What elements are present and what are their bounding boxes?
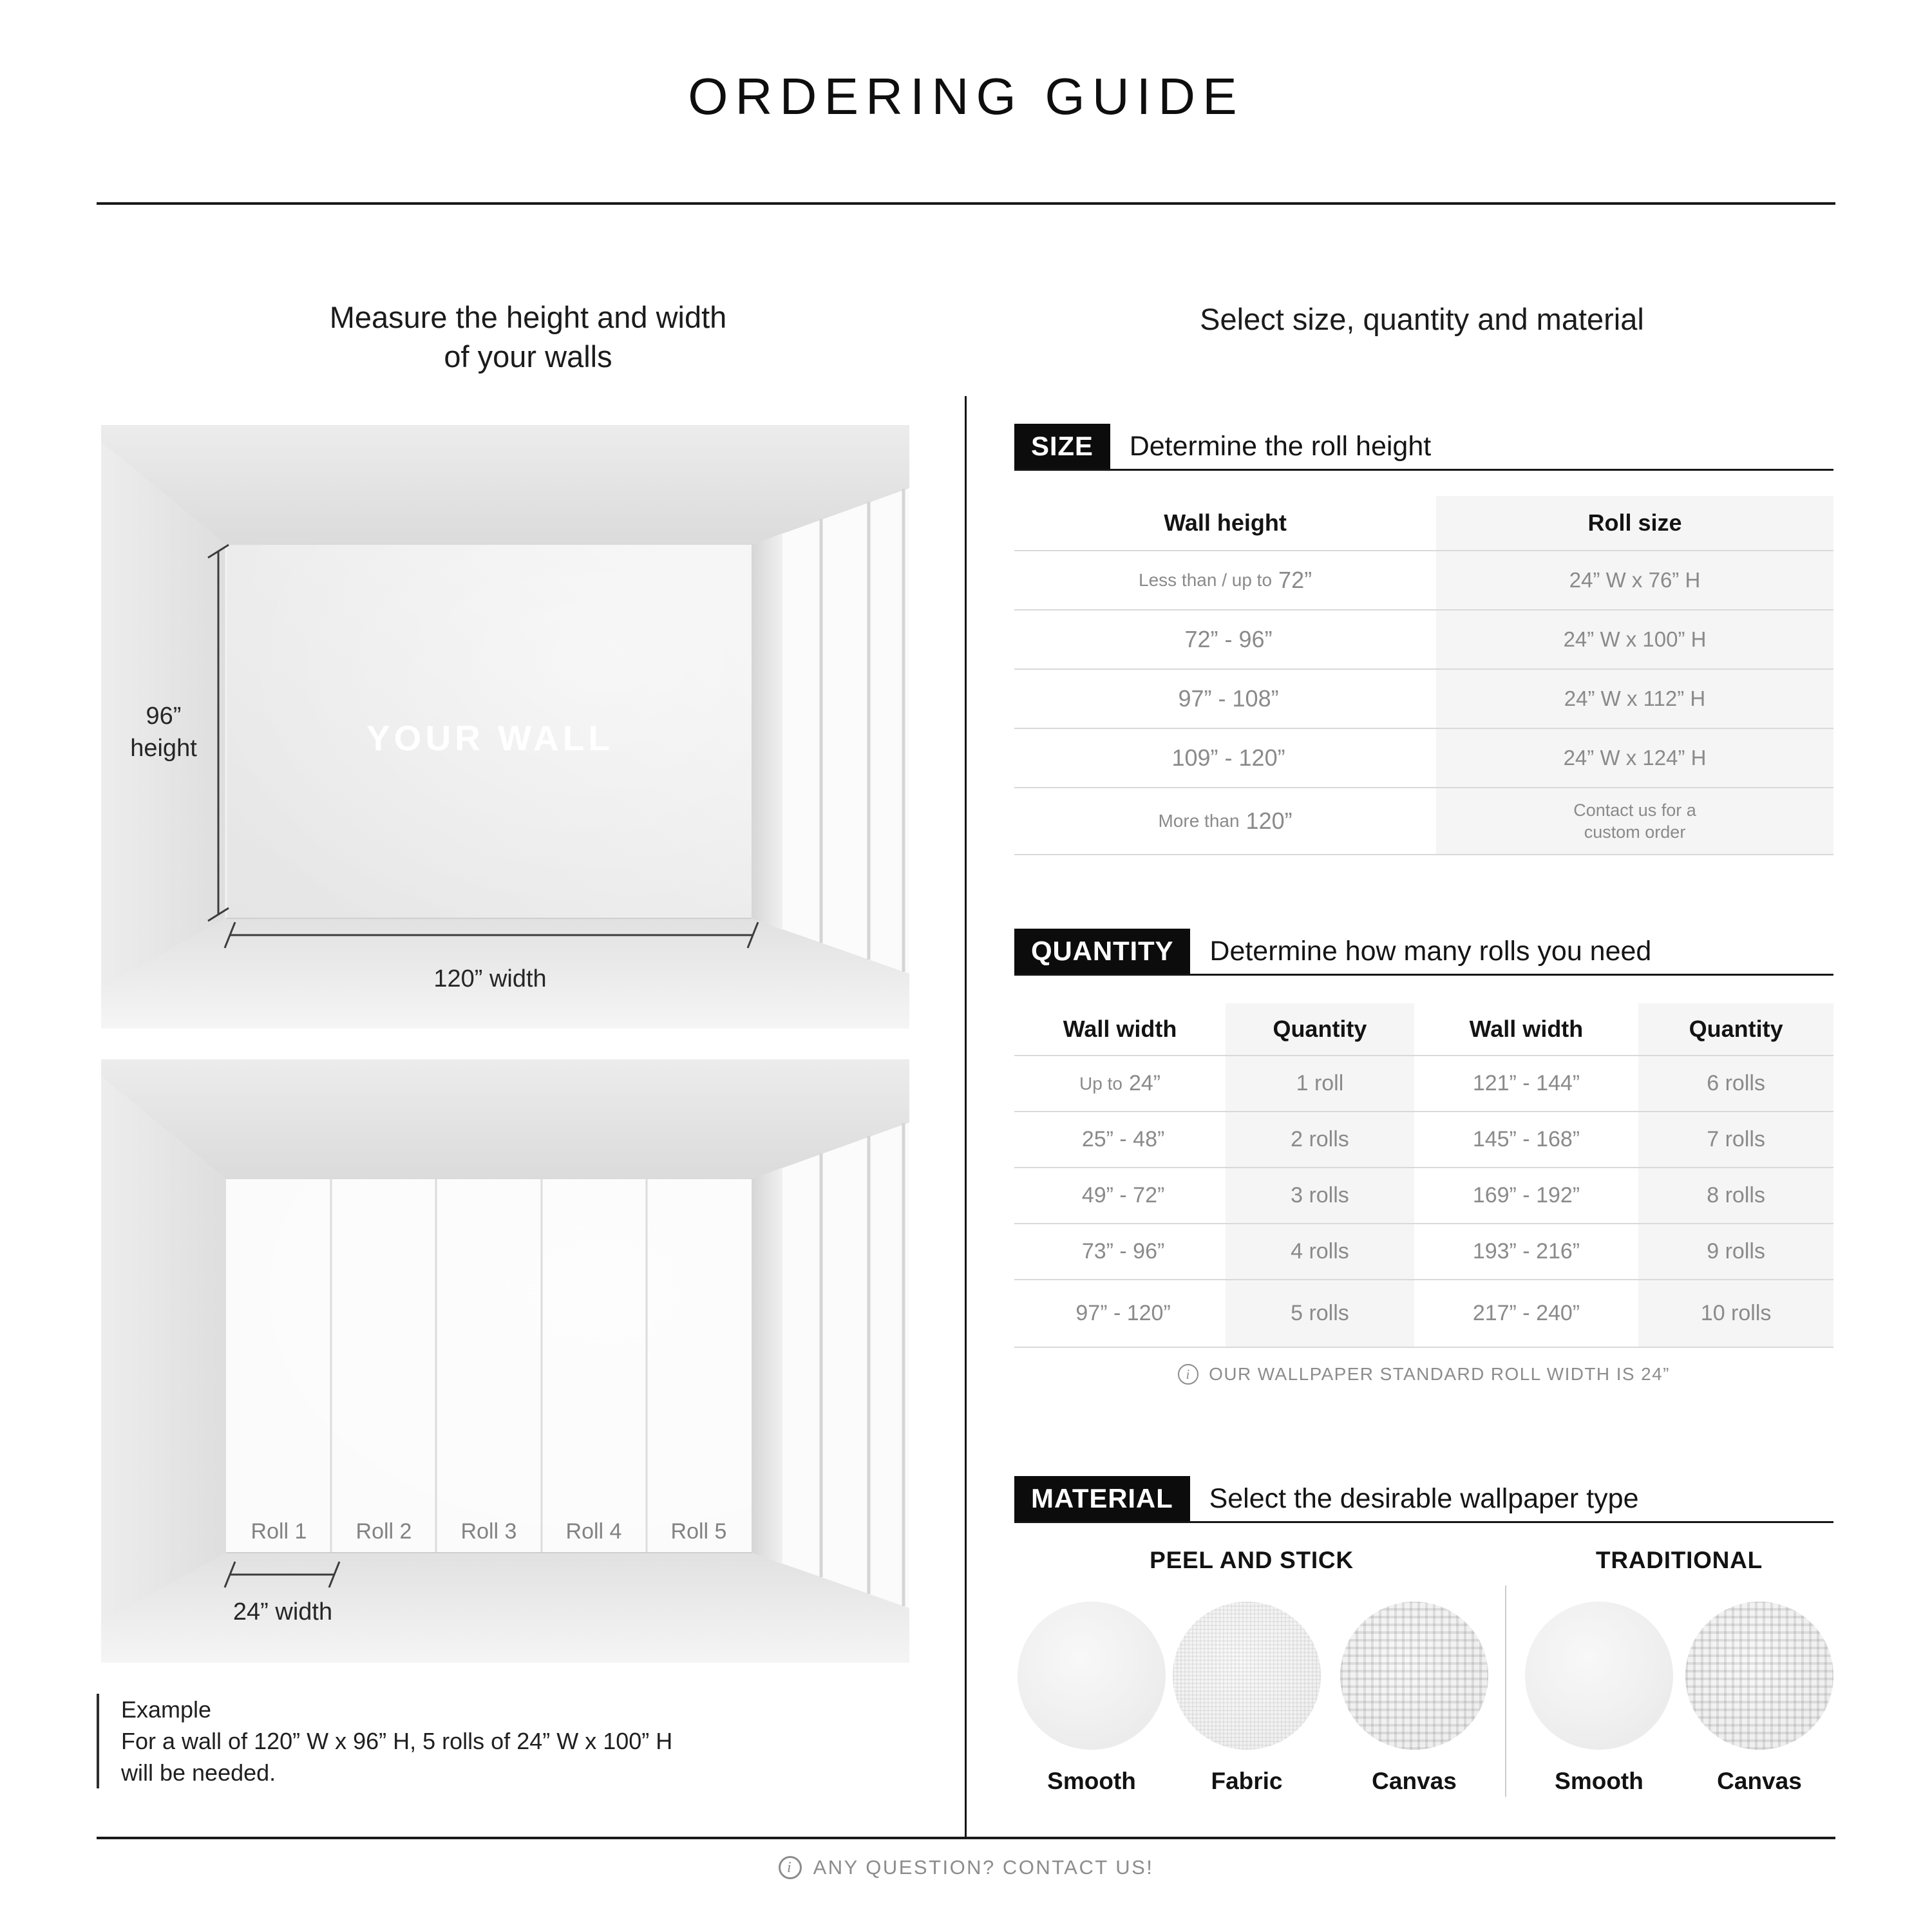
size-table-row — [1014, 728, 1833, 787]
example-note — [97, 1694, 939, 1788]
wall-width-value: 25” - 48” — [1081, 1127, 1165, 1151]
wall-height-cell — [1014, 729, 1436, 787]
swatch-label: Fabric — [1211, 1768, 1283, 1794]
wall-width-cell: 217” - 240” — [1472, 1301, 1580, 1325]
quantity-section-header — [1014, 929, 1833, 976]
example-heading: Example — [121, 1696, 212, 1723]
quantity-cell: 6 rolls — [1638, 1056, 1833, 1111]
swatch-traditional-canvas — [1685, 1602, 1833, 1795]
quantity-table-row — [1014, 1279, 1833, 1347]
quantity-cell: 9 rolls — [1638, 1224, 1833, 1279]
swatch-peel-canvas — [1340, 1602, 1488, 1795]
column-divider-line — [965, 396, 967, 1837]
size-table — [1014, 496, 1833, 855]
size-table-row — [1014, 787, 1833, 854]
wall-width-cell: 193” - 216” — [1472, 1239, 1580, 1264]
canvas-texture-swatch — [1340, 1602, 1488, 1750]
wall-width-header-1: Wall width — [1063, 1016, 1177, 1042]
ceiling — [101, 425, 909, 545]
smooth-texture-swatch — [1525, 1602, 1673, 1750]
traditional-heading: TRADITIONAL — [1596, 1547, 1763, 1573]
wall-width-cell: 121” - 144” — [1472, 1071, 1580, 1095]
quantity-table-row — [1014, 1167, 1833, 1223]
roll-width-note-text: OUR WALLPAPER STANDARD ROLL WIDTH IS 24” — [1209, 1364, 1670, 1384]
left-column-heading — [122, 298, 934, 376]
quantity-cell: 4 rolls — [1226, 1224, 1414, 1279]
info-icon: i — [1178, 1364, 1198, 1385]
floor — [101, 1553, 909, 1663]
size-table-row — [1014, 668, 1833, 728]
wall-width-cell — [1014, 1112, 1226, 1167]
wall-width-prefix: Up to — [1079, 1073, 1122, 1094]
quantity-table-row — [1014, 1223, 1833, 1279]
swatch-traditional-smooth — [1525, 1602, 1673, 1795]
wall-light — [226, 1179, 752, 1553]
quantity-cell: 7 rolls — [1638, 1112, 1833, 1167]
material-group-divider — [1505, 1586, 1506, 1797]
quantity-table-row — [1014, 1055, 1833, 1111]
wall-width-cell — [1014, 1056, 1226, 1111]
quantity-cell: 5 rolls — [1226, 1280, 1414, 1347]
canvas-texture-swatch — [1685, 1602, 1833, 1750]
roll-width-note — [1014, 1364, 1833, 1385]
wall-height-cell — [1014, 551, 1436, 609]
room-illustration-your-wall — [101, 425, 909, 1028]
width-label: 120” width — [433, 965, 547, 992]
roll-width-label: 24” width — [232, 1598, 333, 1625]
fabric-texture-swatch — [1173, 1602, 1321, 1750]
roll-2-label: Roll 2 — [355, 1519, 412, 1544]
wall-width-cell: 145” - 168” — [1472, 1127, 1580, 1151]
quantity-badge: QUANTITY — [1014, 929, 1190, 974]
swatch-label: Canvas — [1372, 1768, 1457, 1794]
wall-width-cell — [1014, 1280, 1226, 1347]
quantity-table — [1014, 1003, 1833, 1348]
page-title: ORDERING GUIDE — [688, 68, 1244, 125]
swatch-label: Smooth — [1555, 1768, 1643, 1794]
roll-size-cell: 24” W x 76” H — [1436, 551, 1833, 609]
wall-width-value: 97” - 120” — [1075, 1301, 1171, 1325]
roll-size-header: Roll size — [1436, 496, 1833, 550]
smooth-texture-swatch — [1018, 1602, 1166, 1750]
roll-3-label: Roll 3 — [460, 1519, 517, 1544]
height-value-label: 96” — [146, 703, 182, 730]
right-column-heading: Select size, quantity and material — [1200, 302, 1644, 336]
wall-height-cell — [1014, 788, 1436, 854]
wall-height-header: Wall height — [1164, 509, 1287, 536]
material-section-title: Select the desirable wallpaper type — [1209, 1482, 1639, 1514]
roll-size-cell — [1436, 788, 1833, 854]
bottom-divider-line — [97, 1837, 1835, 1839]
top-divider-line — [97, 202, 1835, 205]
quantity-cell: 1 roll — [1226, 1056, 1414, 1111]
wall-height-cell — [1014, 670, 1436, 728]
quantity-table-row — [1014, 1111, 1833, 1167]
size-badge: SIZE — [1014, 424, 1110, 469]
info-icon: i — [779, 1856, 802, 1879]
your-wall-label: YOUR WALL — [366, 718, 614, 758]
wall-height-prefix: Less than / up to — [1139, 570, 1273, 590]
quantity-cell: 2 rolls — [1226, 1112, 1414, 1167]
wall-width-value: 73” - 96” — [1081, 1239, 1165, 1264]
left-heading-line2: of your walls — [444, 339, 612, 374]
wall-width-cell: 169” - 192” — [1472, 1183, 1580, 1208]
peel-and-stick-heading: PEEL AND STICK — [1150, 1547, 1354, 1573]
size-table-row — [1014, 550, 1833, 609]
footer-contact — [0, 1856, 1932, 1879]
size-section-header — [1014, 424, 1833, 471]
swatch-label: Smooth — [1047, 1768, 1136, 1794]
roll-5-label: Roll 5 — [670, 1519, 727, 1544]
quantity-header-1: Quantity — [1226, 1003, 1414, 1055]
wall-height-value: 97” - 108” — [1178, 685, 1279, 712]
footer-contact-text: ANY QUESTION? CONTACT US! — [813, 1856, 1154, 1879]
quantity-section-title: Determine how many rolls you need — [1209, 935, 1652, 967]
wall-height-prefix: More than — [1158, 811, 1240, 831]
height-word-label: height — [130, 735, 197, 762]
wall-height-value: 72” - 96” — [1184, 626, 1273, 652]
size-table-header-row — [1014, 496, 1833, 550]
swatch-label: Canvas — [1717, 1768, 1802, 1794]
roll-size-cell: 24” W x 112” H — [1436, 670, 1833, 728]
quantity-cell: 3 rolls — [1226, 1168, 1414, 1223]
room-illustration-rolls — [101, 1059, 909, 1663]
quantity-cell: 10 rolls — [1638, 1280, 1833, 1347]
roll-1-label: Roll 1 — [251, 1519, 307, 1544]
swatch-peel-smooth — [1018, 1602, 1166, 1795]
size-table-row — [1014, 609, 1833, 668]
swatch-peel-fabric — [1173, 1602, 1321, 1795]
wall-width-value: 49” - 72” — [1081, 1183, 1165, 1208]
example-line2: will be needed. — [121, 1759, 276, 1786]
roll-size-cell: 24” W x 124” H — [1436, 729, 1833, 787]
custom-order-line1: Contact us for a — [1573, 800, 1696, 820]
wall-width-cell — [1014, 1224, 1226, 1279]
quantity-table-header-row — [1014, 1003, 1833, 1055]
size-section-title: Determine the roll height — [1129, 430, 1432, 462]
ceiling — [101, 1059, 909, 1179]
window-pillar — [752, 1168, 782, 1564]
wall-width-value: 24” — [1128, 1071, 1161, 1095]
wall-height-value: 120” — [1245, 808, 1293, 834]
material-section-header — [1014, 1476, 1833, 1523]
wall-width-cell — [1014, 1168, 1226, 1223]
wall-height-value: 109” - 120” — [1171, 744, 1285, 771]
roll-size-cell: 24” W x 100” H — [1436, 611, 1833, 668]
quantity-cell: 8 rolls — [1638, 1168, 1833, 1223]
quantity-header-2: Quantity — [1638, 1003, 1833, 1055]
wall-width-header-2: Wall width — [1469, 1016, 1584, 1042]
material-badge: MATERIAL — [1014, 1476, 1190, 1521]
wall-height-value: 72” — [1278, 567, 1312, 593]
roll-4-label: Roll 4 — [565, 1519, 622, 1544]
example-line1: For a wall of 120” W x 96” H, 5 rolls of 24” W x 100” H — [121, 1728, 673, 1754]
left-heading-line1: Measure the height and width — [329, 300, 727, 334]
window-pillar — [752, 533, 782, 930]
wall-height-cell — [1014, 611, 1436, 668]
custom-order-line2: custom order — [1584, 822, 1686, 842]
